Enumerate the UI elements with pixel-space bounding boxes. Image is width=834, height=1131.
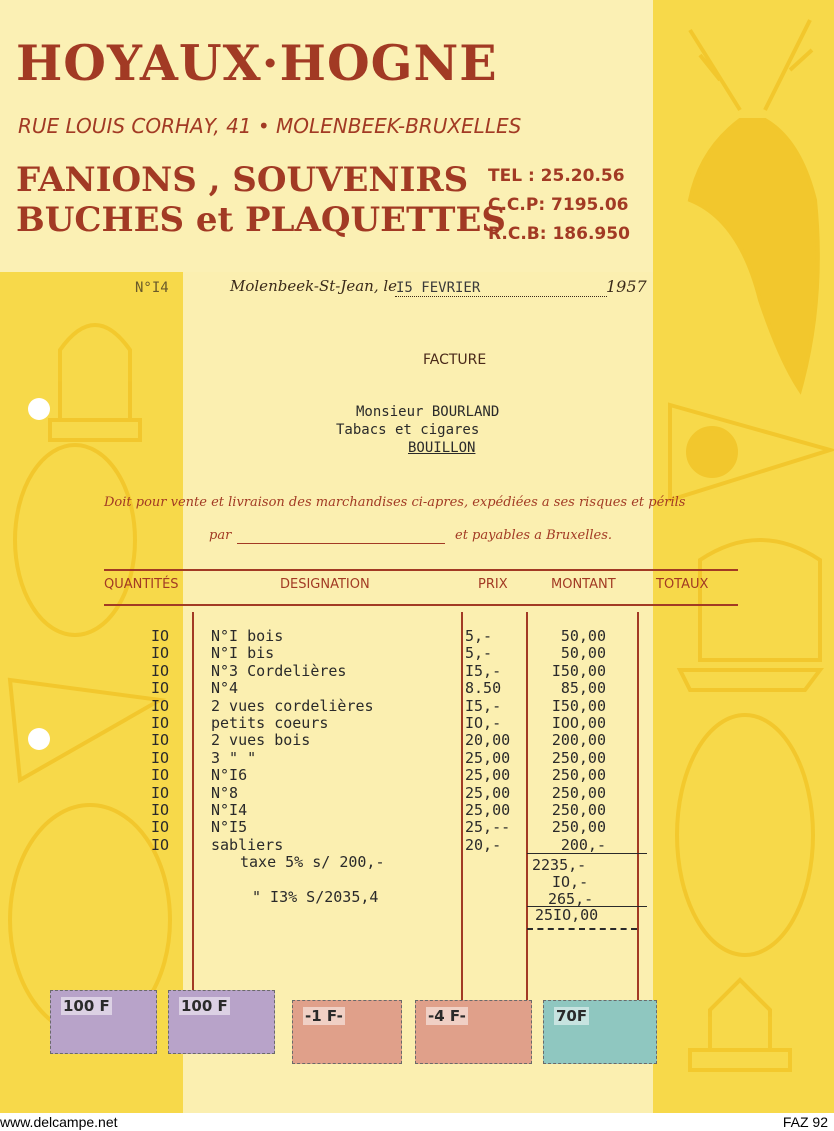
tax2-label: " I3% S/2035,4	[252, 888, 379, 906]
bell-jar-icon	[50, 325, 140, 440]
products-line-2: BUCHES et PLAQUETTES	[16, 200, 506, 240]
pennant-logo-icon	[688, 428, 736, 476]
total-value: 25IO,00	[535, 906, 599, 924]
row-quantity: IO	[151, 731, 170, 750]
company-address: RUE LOUIS CORHAY, 41 • MOLENBEEK-BRUXELLES	[18, 114, 522, 138]
table-row	[0, 836, 834, 853]
row-price: I5,-	[465, 661, 502, 680]
row-quantity: IO	[151, 766, 170, 785]
house-icon	[690, 980, 790, 1070]
row-price: IO,-	[465, 713, 502, 732]
recipient-business: Tabacs et cigares	[336, 422, 480, 438]
row-designation: 2 vues bois	[211, 731, 311, 750]
row-amount: 250,00	[551, 748, 606, 767]
table-row	[0, 627, 834, 644]
row-designation: N°I4	[211, 800, 248, 819]
row-price: 5,-	[465, 627, 493, 645]
row-amount: 85,00	[560, 679, 606, 698]
products-line-1: FANIONS , SOUVENIRS	[16, 160, 469, 200]
row-quantity: IO	[151, 627, 170, 645]
terms-par-line	[237, 543, 445, 544]
row-amount: I50,00	[551, 696, 606, 715]
row-designation: N°4	[211, 679, 239, 698]
rcb-number: R.C.B: 186.950	[488, 224, 630, 244]
invoice-date: I5 FEVRIER	[396, 280, 481, 296]
oval-souvenir-icon	[15, 445, 135, 635]
company-contacts	[488, 162, 630, 249]
row-designation: N°8	[211, 783, 239, 802]
footer-source: www.delcampe.net	[0, 1114, 118, 1130]
table-row	[0, 801, 834, 818]
table-top-rule	[104, 569, 738, 571]
terms-text: Doit pour vente et livraison des marchandises ci-apres, expédiées a ses risques et périls	[104, 495, 686, 510]
row-quantity: IO	[151, 748, 170, 767]
terms-par-label: par	[209, 528, 232, 543]
row-quantity: IO	[151, 713, 170, 732]
table-row	[0, 784, 834, 801]
row-amount: I50,00	[551, 661, 606, 680]
row-quantity: IO	[151, 644, 170, 663]
row-amount: 250,00	[551, 766, 606, 785]
revenue-stamp-3	[292, 1000, 402, 1064]
table-row	[0, 697, 834, 714]
invoice-place: Molenbeek-St-Jean, le	[230, 277, 398, 295]
header-designation: DESIGNATION	[280, 577, 370, 592]
company-name: HOYAUX·HOGNE	[16, 34, 498, 92]
subtotal-rule	[527, 853, 647, 854]
tax1-value: IO,-	[552, 873, 589, 891]
stamp-value: -1 F-	[305, 1007, 343, 1025]
table-body	[0, 627, 834, 853]
row-designation: sabliers	[211, 835, 284, 854]
row-price: 25,00	[465, 800, 511, 819]
header-totaux: TOTAUX	[656, 577, 709, 592]
stamp-value: -4 F-	[428, 1007, 466, 1025]
date-underline	[395, 296, 607, 297]
company-products	[16, 160, 506, 240]
row-price: 8.50	[465, 679, 502, 698]
row-amount: IOO,00	[551, 713, 606, 732]
row-price: 25,--	[465, 818, 511, 837]
row-designation: N°I5	[211, 818, 248, 837]
header-quantites: QUANTITÉS	[104, 577, 179, 592]
subtotal-value: 2235,-	[532, 856, 587, 874]
stamp-value: 100 F	[181, 997, 228, 1015]
row-quantity: IO	[151, 818, 170, 837]
punch-hole-top	[28, 398, 50, 420]
recipient-city: BOUILLON	[408, 440, 476, 456]
table-header-rule	[104, 604, 738, 606]
row-amount: 250,00	[551, 818, 606, 837]
row-price: 25,00	[465, 783, 511, 802]
row-designation: petits coeurs	[211, 713, 329, 732]
phone-number: TEL : 25.20.56	[488, 166, 625, 186]
row-amount: 250,00	[551, 783, 606, 802]
table-row	[0, 749, 834, 766]
footer-reference: FAZ 92	[782, 1114, 828, 1130]
row-quantity: IO	[151, 661, 170, 680]
row-quantity: IO	[151, 679, 170, 698]
table-row	[0, 731, 834, 748]
invoice-title: FACTURE	[423, 352, 487, 368]
ccp-number: C.C.P: 7195.06	[488, 195, 629, 215]
row-price: I5,-	[465, 696, 502, 715]
invoice-year: 1957	[606, 277, 647, 296]
row-price: 25,00	[465, 766, 511, 785]
header-prix: PRIX	[478, 577, 508, 592]
table-row	[0, 662, 834, 679]
table-row	[0, 679, 834, 696]
row-amount: 200,00	[551, 731, 606, 750]
row-designation: N°I bis	[211, 644, 275, 663]
row-quantity: IO	[151, 696, 170, 715]
terms-payables: et payables a Bruxelles.	[455, 528, 613, 543]
revenue-stamp-2	[168, 990, 275, 1054]
row-price: 20,-	[465, 835, 502, 854]
table-row	[0, 766, 834, 783]
row-designation: N°3 Cordelières	[211, 661, 347, 680]
row-price: 25,00	[465, 748, 511, 767]
row-price: 5,-	[465, 644, 493, 663]
row-designation: 3 " "	[211, 748, 257, 767]
row-designation: 2 vues cordelières	[211, 696, 374, 715]
invoice-number: N°I4	[135, 280, 169, 296]
row-amount: 50,00	[560, 627, 606, 645]
row-designation: N°I bois	[211, 627, 284, 645]
tax1-label: taxe 5% s/ 200,-	[240, 853, 385, 871]
recipient-name: Monsieur BOURLAND	[356, 404, 500, 420]
table-row	[0, 714, 834, 731]
revenue-stamp-4	[415, 1000, 532, 1064]
header-montant: MONTANT	[551, 577, 616, 592]
table-row	[0, 818, 834, 835]
total-double-rule	[527, 928, 637, 930]
row-quantity: IO	[151, 800, 170, 819]
stamp-value: 100 F	[63, 997, 110, 1015]
stag-head-icon	[690, 20, 818, 390]
tax2-value: 265,-	[548, 890, 594, 908]
row-quantity: IO	[151, 783, 170, 802]
revenue-stamp-1	[50, 990, 157, 1054]
revenue-stamp-5	[543, 1000, 657, 1064]
row-amount: 250,00	[551, 800, 606, 819]
row-price: 20,00	[465, 731, 511, 750]
row-amount: 200,-	[560, 835, 606, 854]
row-designation: N°I6	[211, 766, 248, 785]
row-quantity: IO	[151, 835, 170, 854]
table-row	[0, 644, 834, 661]
row-amount: 50,00	[560, 644, 606, 663]
stamp-value: 70F	[556, 1007, 588, 1025]
